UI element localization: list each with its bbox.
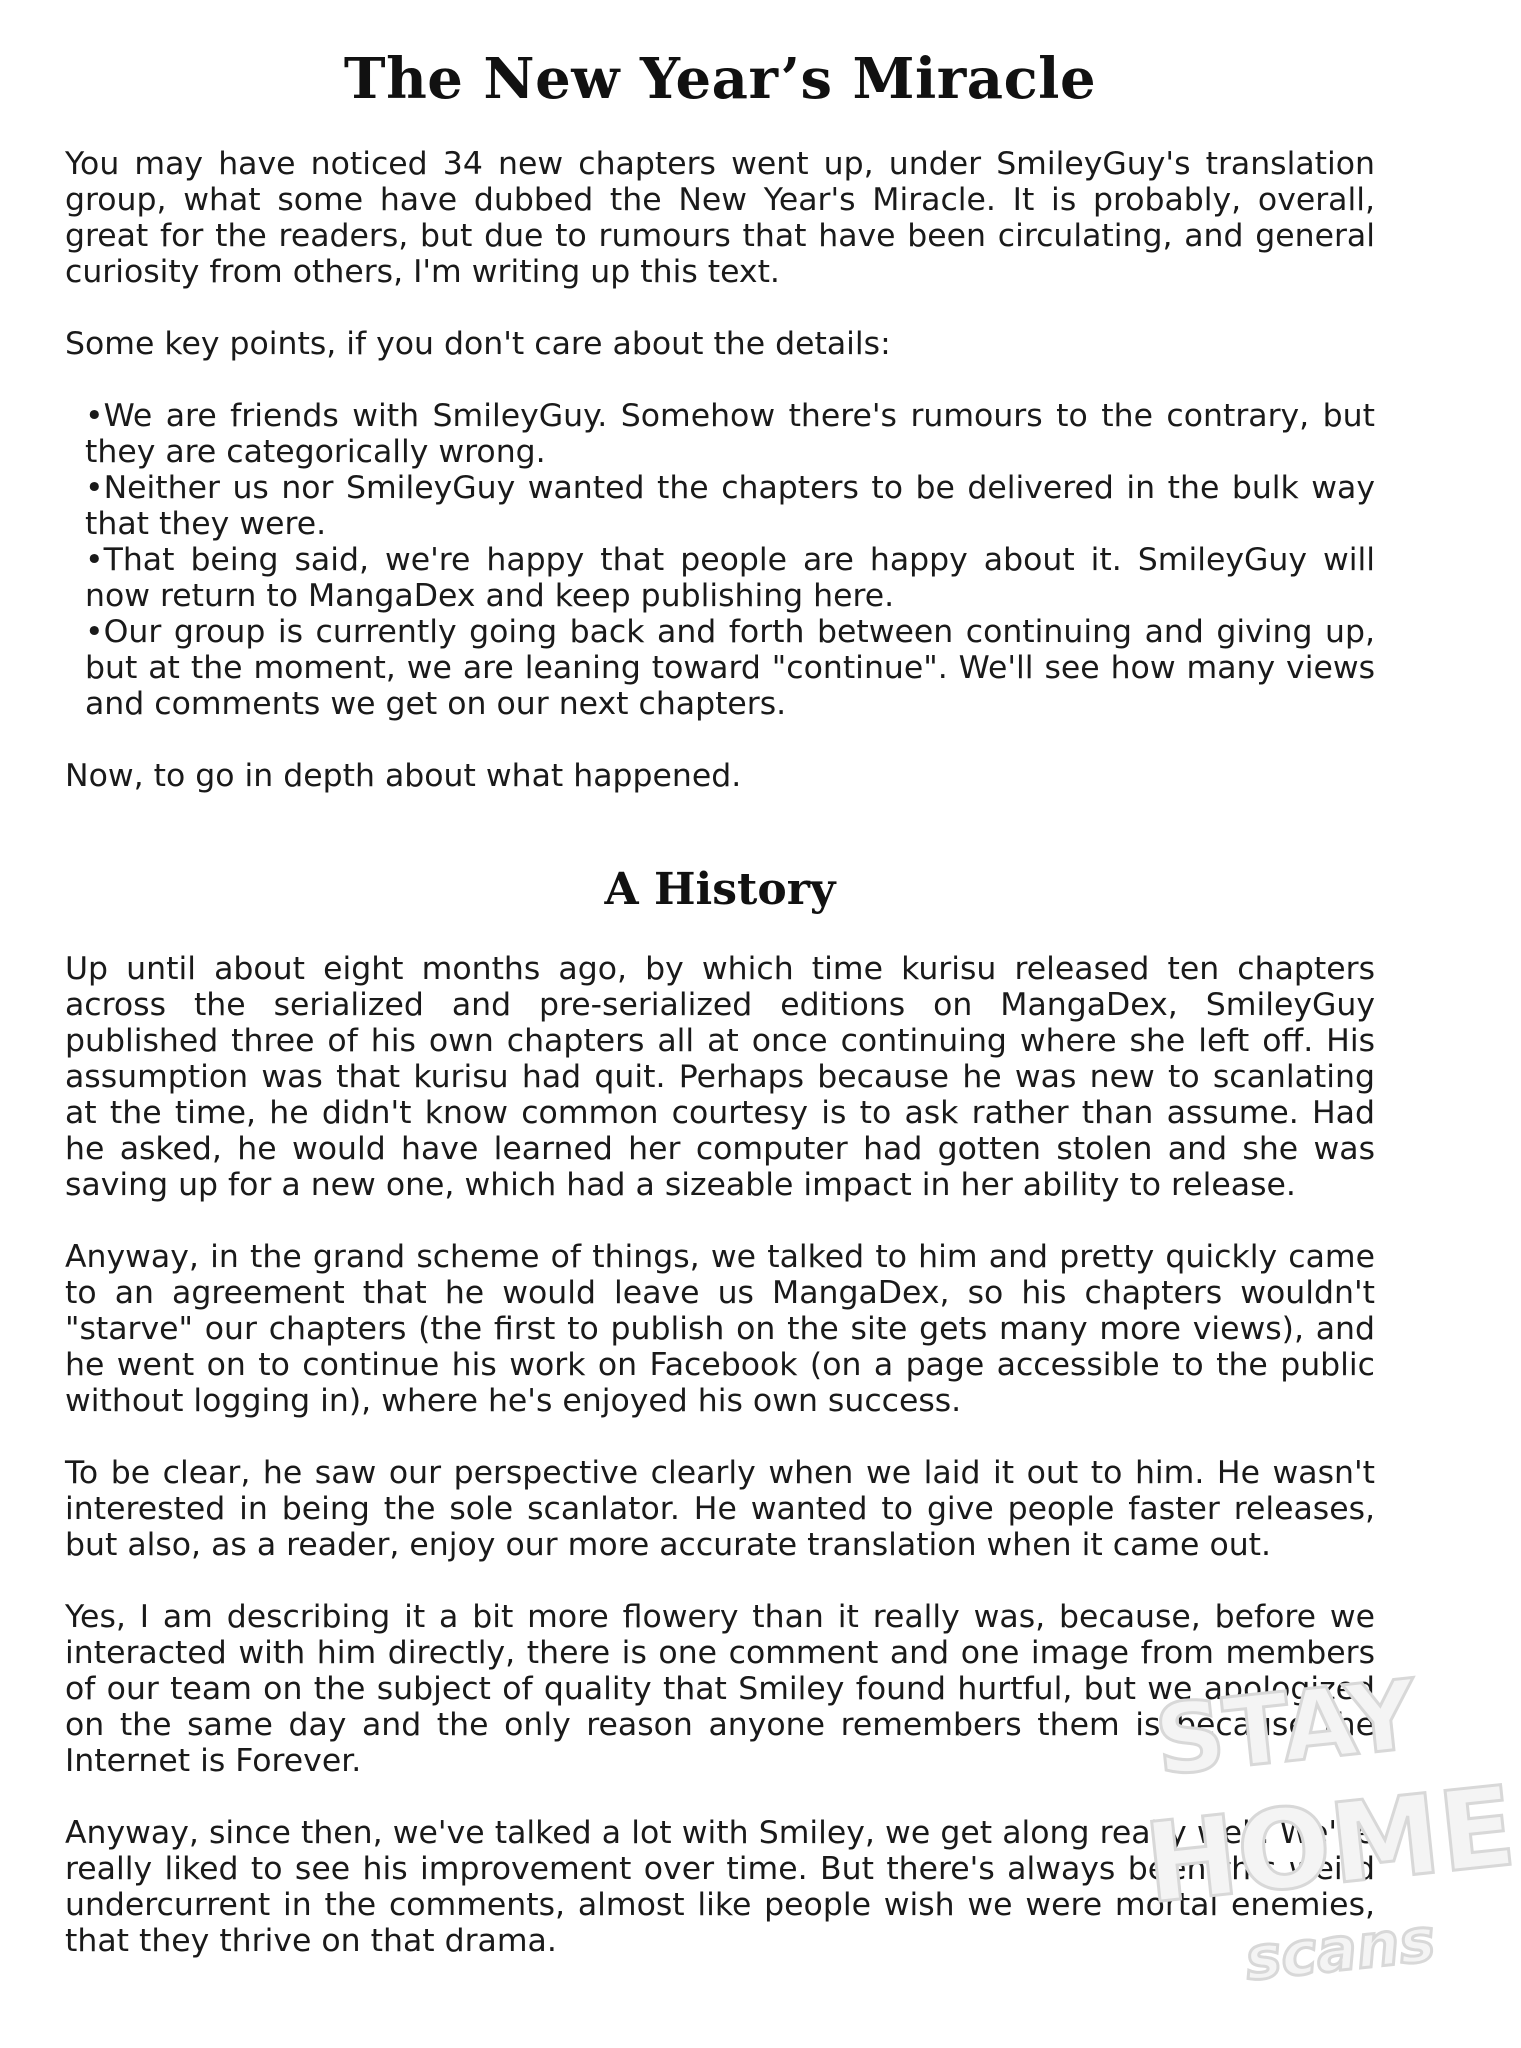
history-paragraph: To be clear, he saw our perspective clearly when we laid it out to him. He wasn't interested in being the sole scanlator. He wanted to give people faster releases, but also, as a reader, enjoy our more accurate translation when it came out.: [65, 1455, 1375, 1563]
key-point: • That being said, we're happy that people are happy about it. SmileyGuy will now return to MangaDex and keep publishing here.: [85, 542, 1375, 614]
history-paragraph: Yes, I am describing it a bit more flowery than it really was, because, before we interacted with him directly, there is one comment and one image from members of our team on the subject of quality that Smiley found hurtful, but we apologized on the same day and the only reason anyone remembers them is because the Internet is Forever.: [65, 1599, 1375, 1779]
page-title: The New Year’s Miracle: [343, 46, 1097, 112]
watermark-line: STAY: [1149, 1658, 1422, 1798]
history-paragraph: Anyway, since then, we've talked a lot with Smiley, we get along really well. We've really liked to see his improvement over time. But there's always been this weird undercurrent in the comments, almost like people wish we were mortal enemies, that they thrive on that drama.: [65, 1815, 1375, 1959]
watermark-line: scans: [1241, 1905, 1439, 1995]
key-points-list: [65, 398, 1375, 722]
document-page: [65, 0, 1375, 1995]
history-paragraph: Up until about eight months ago, by which time kurisu released ten chapters across the serialized and pre-serialized editions on MangaDex, SmileyGuy published three of his own chapters all at once continuing where she left off. His assumption was that kurisu had quit. Perhaps because he was new to scanlating at the time, he didn't know common courtesy is to ask rather than assume. Had he asked, he would have learned her computer had gotten stolen and she was saving up for a new one, which had a sizeable impact in her ability to release.: [65, 951, 1375, 1203]
transition-paragraph: Now, to go in depth about what happened.: [65, 758, 742, 794]
history-paragraph: Anyway, in the grand scheme of things, we talked to him and pretty quickly came to an agreement that he would leave us MangaDex, so his chapters wouldn't "starve" our chapters (the first to publish on the site gets many more views), and he went on to continue his work on Facebook (on a page accessible to the public without logging in), where he's enjoyed his own success.: [65, 1239, 1375, 1419]
watermark-line: HOME: [1139, 1762, 1521, 1928]
key-point: • We are friends with SmileyGuy. Somehow there's rumours to the contrary, but they are categorically wrong.: [85, 398, 1375, 470]
key-points-lead: Some key points, if you don't care about the details:: [65, 326, 891, 362]
intro-paragraph: You may have noticed 34 new chapters went up, under SmileyGuy's translation group, what some have dubbed the New Year's Miracle. It is probably, overall, great for the readers, but due to rumours that have been circulating, and general curiosity from others, I'm writing up this text.: [65, 146, 1375, 290]
key-point: • Neither us nor SmileyGuy wanted the chapters to be delivered in the bulk way that they were.: [85, 470, 1375, 542]
key-point: • Our group is currently going back and forth between continuing and giving up, but at the moment, we are leaning toward "continue". We'll see how many views and comments we get on our next chapters.: [85, 614, 1375, 722]
section-title: A History: [604, 864, 836, 915]
